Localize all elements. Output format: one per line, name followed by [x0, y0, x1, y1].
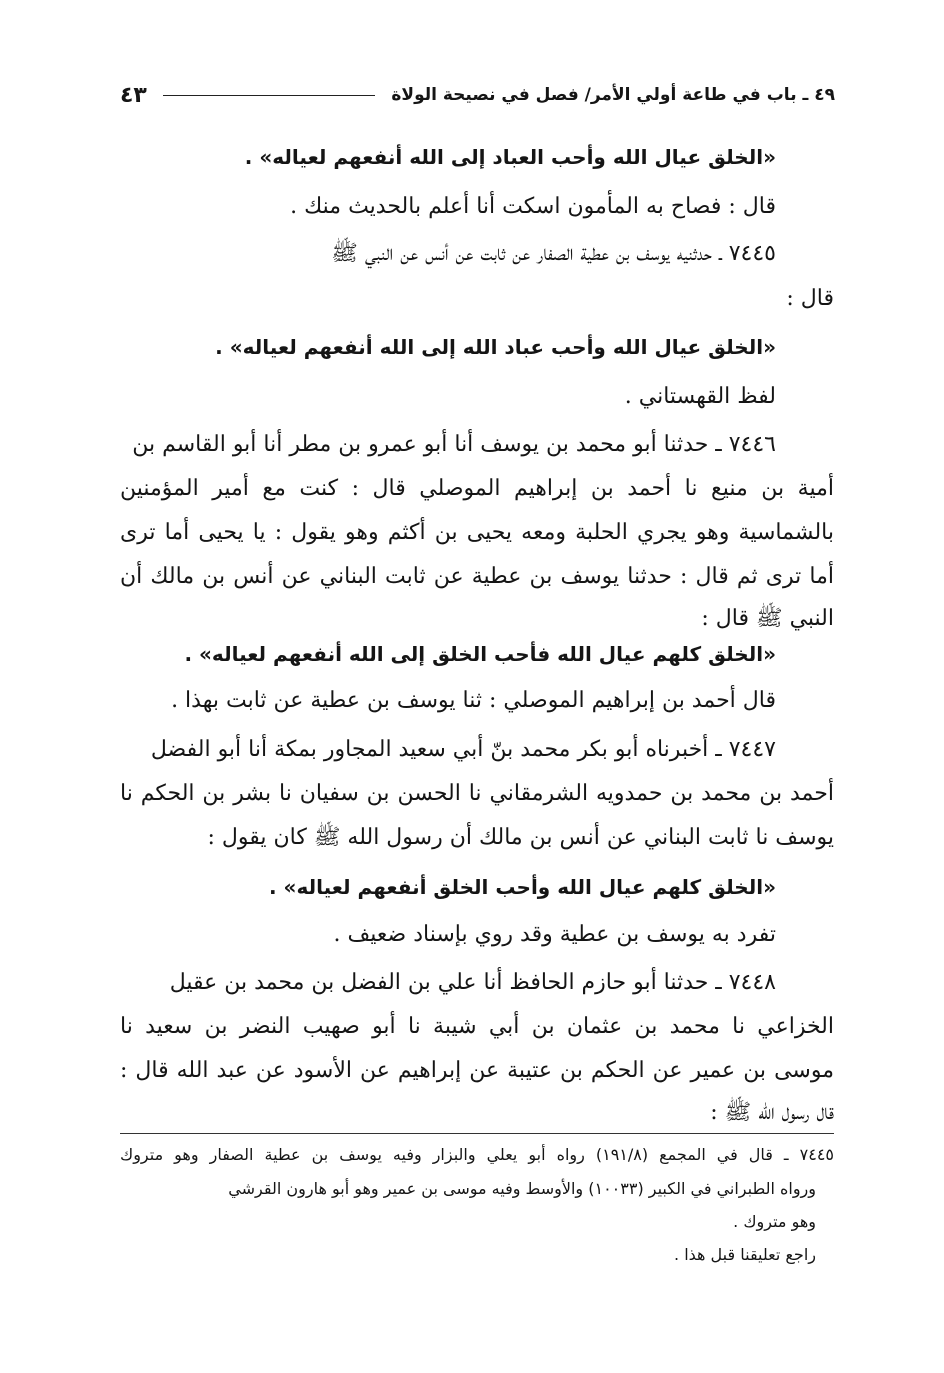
header-rule — [163, 95, 376, 96]
body-line: قال : — [786, 286, 834, 311]
body-line: تفرد به يوسف بن عطية وقد روي بإسناد ضعيف . — [333, 922, 776, 947]
hadith-7445-start: ٧٤٤٥ ـ حدثنيه يوسف بن عطية الصفار عن ثابت عن أنس عن النبي ﷺ — [331, 241, 776, 266]
running-header — [120, 80, 835, 110]
hadith-7447-start: ٧٤٤٧ ـ أخبرناه أبو بكر محمد بنّ أبي سعيد المجاور بمكة أنا أبو الفضل — [150, 737, 776, 762]
hadith-7446-start: ٧٤٤٦ ـ حدثنا أبو محمد بن يوسف أنا أبو عمرو بن مطر أنا أبو القاسم بن — [132, 432, 776, 457]
body-line: النبي ﷺ قال : — [701, 606, 834, 631]
body-line: قال : فصاح به المأمون اسكت أنا أعلم بالحديث منك . — [290, 194, 776, 219]
body-line: أحمد بن محمد بن حمدويه الشرمقاني نا الحسن بن سفيان نا بشر بن الحكم نا — [120, 781, 834, 806]
body-line: أما ترى ثم قال : حدثنا يوسف بن عطية عن ثابت البناني عن أنس بن مالك أن — [120, 564, 834, 589]
body-line: بالشماسية وهو يجري الحلبة ومعه يحيى بن أكثم وهو يقول : يا يحيى أما ترى — [120, 520, 834, 545]
page-number: ٤٣ — [120, 82, 147, 108]
footnote-line: راجع تعليقنا قبل هذا . — [674, 1245, 816, 1264]
body-line: قال أحمد بن إبراهيم الموصلي : ثنا يوسف بن عطية عن ثابت بهذا . — [171, 688, 776, 713]
body-line: قال رسول الله ﷺ : — [710, 1100, 834, 1125]
hadith-7448-start: ٧٤٤٨ ـ حدثنا أبو حازم الحافظ أنا علي بن الفضل بن محمد بن عقيل — [169, 970, 776, 995]
body-line: أمية بن منيع نا أحمد بن إبراهيم الموصلي قال : كنت مع أمير المؤمنين — [120, 476, 834, 501]
footnote-7445: ٧٤٤٥ ـ قال في المجمع (١٩١/٨) رواه أبو يعلي والبزار وفيه يوسف بن عطية الصفار وهو متروك — [120, 1145, 834, 1164]
hadith-quote: «الخلق كلهم عيال الله فأحب الخلق إلى الله أنفعهم لعياله» . — [184, 642, 776, 666]
body-line: يوسف نا ثابت البناني عن أنس بن مالك أن رسول الله ﷺ كان يقول : — [207, 825, 834, 850]
hadith-quote: «الخلق عيال الله وأحب عباد الله إلى الله أنفعهم لعياله» . — [215, 335, 776, 359]
chapter-title: ٤٩ ـ باب في طاعة أولي الأمر/ فصل في نصيحة الولاة — [391, 85, 835, 105]
body-line: الخزاعي نا محمد بن عثمان بن أبي شيبة نا أبو صهيب النضر بن سعيد نا — [120, 1014, 834, 1039]
hadith-quote: «الخلق كلهم عيال الله وأحب الخلق أنفعهم لعياله» . — [268, 875, 776, 899]
hadith-quote: «الخلق عيال الله وأحب العباد إلى الله أنفعهم لعياله» . — [244, 145, 776, 169]
footnote-rule — [120, 1133, 834, 1134]
body-line: لفظ القهستاني . — [624, 384, 776, 409]
footnote-line: وهو متروك . — [733, 1212, 816, 1231]
footnote-line: ورواه الطبراني في الكبير (١٠٠٣٣) والأوسط وفيه موسى بن عمير وهو أبو هارون القرشي — [228, 1179, 816, 1198]
body-line: موسى بن عمير عن الحكم بن عتيبة عن إبراهيم عن الأسود عن عبد الله قال : — [120, 1058, 834, 1083]
